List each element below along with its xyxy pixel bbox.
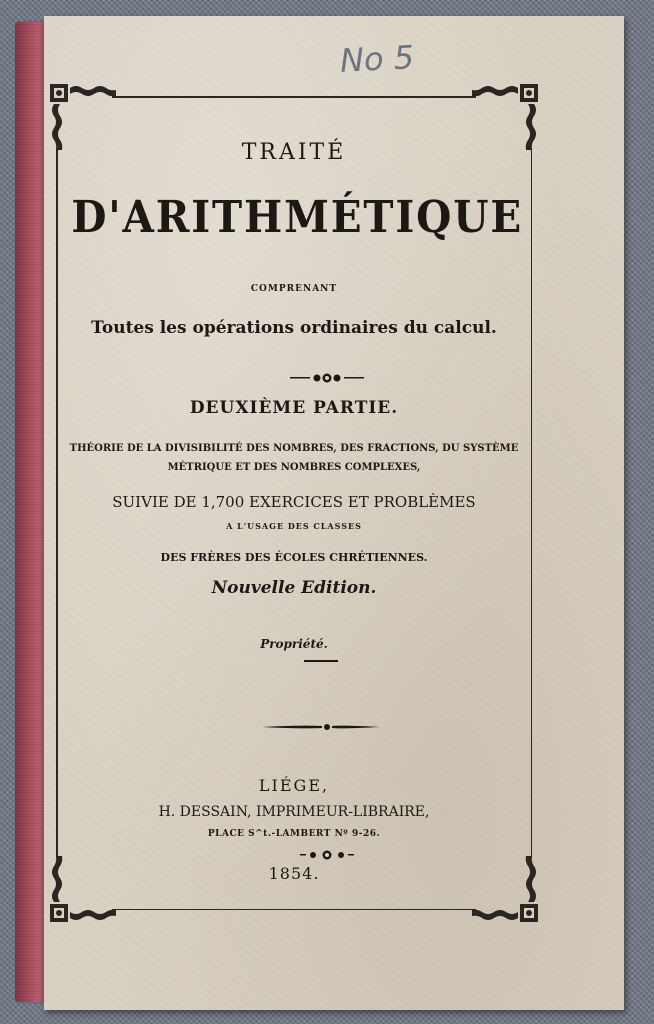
comprenant-label: COMPRENANT <box>250 284 338 294</box>
corner-ornament-icon <box>468 852 540 924</box>
address-line: PLACE S^t.-LAMBERT Nº 9-26. <box>207 829 381 839</box>
handwritten-note: No 5 <box>339 38 415 80</box>
freres-line: DES FRÈRES DES ÉCOLES CHRÉTIENNES. <box>160 551 428 564</box>
short-rule <box>304 660 338 662</box>
corner-ornament-icon <box>48 852 120 924</box>
theory-line-1: THÉORIE DE LA DIVISIBILITÉ DES NOMBRES, DES FRACTIONS, DU SYSTÈME <box>69 443 519 454</box>
ornament-small-icon <box>0 848 654 862</box>
subtitle: Toutes les opérations ordinaires du calcul. <box>91 318 497 338</box>
propriete-line: Propriété. <box>260 637 328 651</box>
frame-line-top <box>112 96 476 98</box>
main-title: D'ARITHMÉTIQUE <box>71 192 524 243</box>
edition-line: Nouvelle Edition. <box>211 578 377 598</box>
frame-line-bottom <box>112 909 476 911</box>
title-traite: TRAITÉ <box>241 140 347 165</box>
theory-line-2: MÉTRIQUE ET DES NOMBRES COMPLEXES, <box>167 462 421 473</box>
part-heading: DEUXIÈME PARTIE. <box>189 398 399 418</box>
ornament-divider-icon <box>0 370 654 386</box>
city-line: LIÉGE, <box>258 776 330 795</box>
ornament-rule-icon <box>0 720 654 734</box>
year-line: 1854. <box>268 864 320 883</box>
exercises-line: SUIVIE DE 1,700 EXERCICES ET PROBLÈMES <box>112 493 476 511</box>
usage-line: A L'USAGE DES CLASSES <box>226 521 362 531</box>
publisher-line: H. DESSAIN, IMPRIMEUR-LIBRAIRE, <box>158 804 430 820</box>
